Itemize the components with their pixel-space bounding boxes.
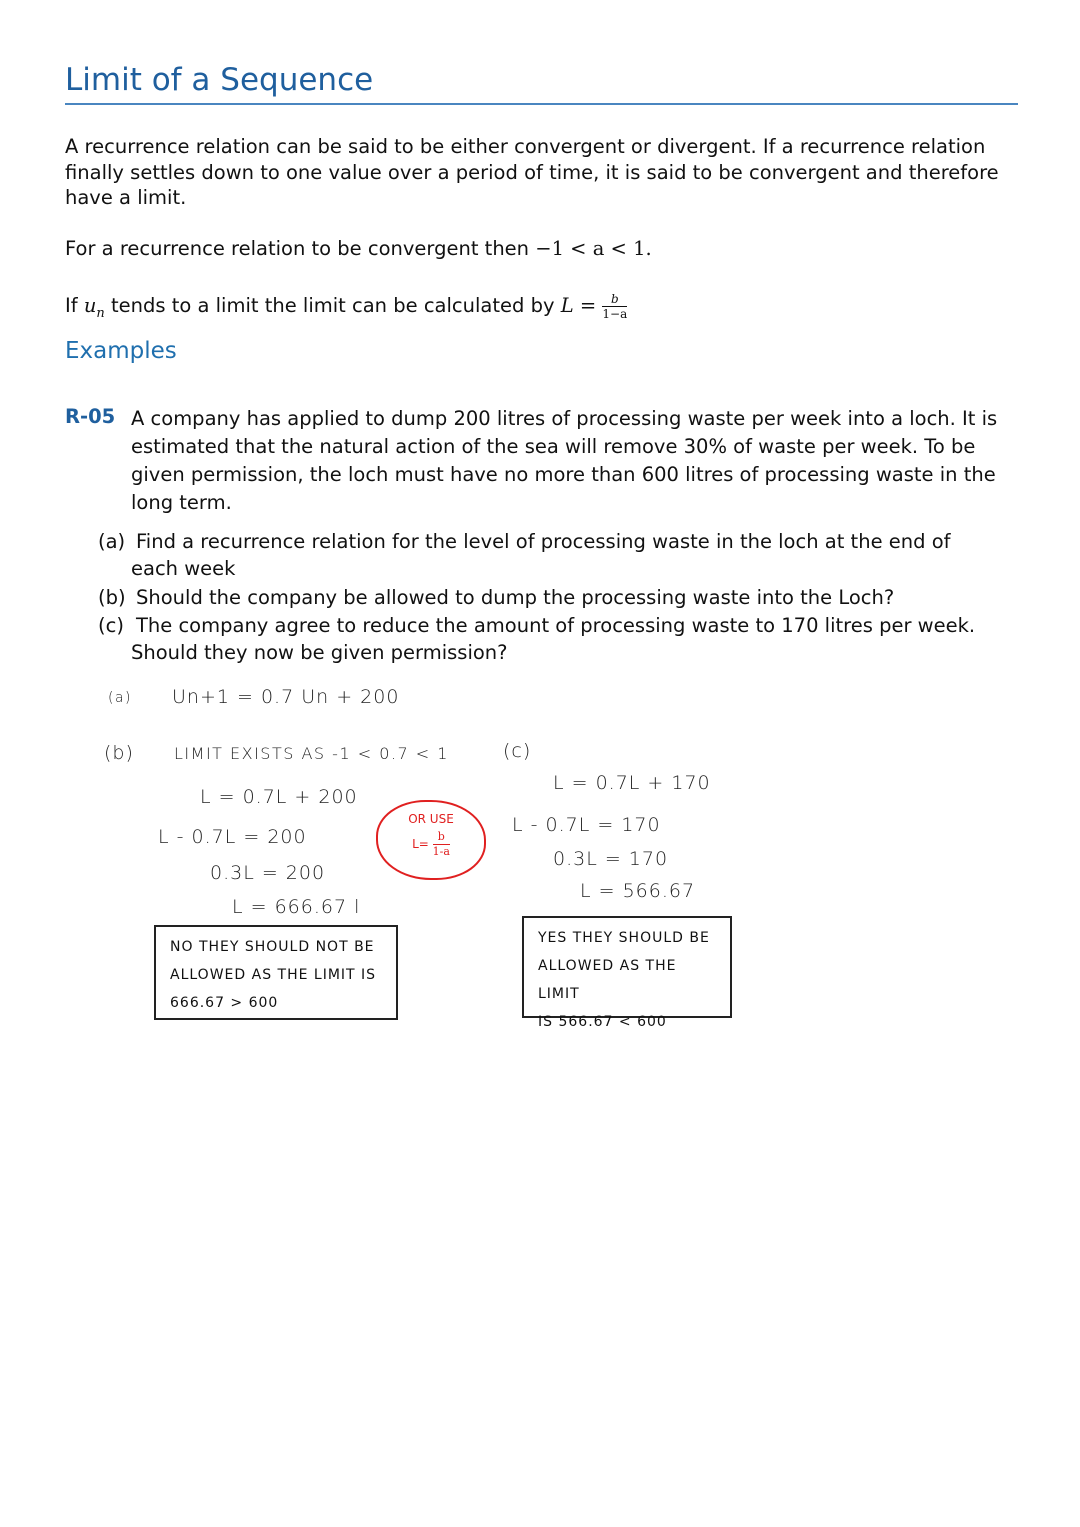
- hw-c-answer-box: [522, 916, 732, 1030]
- hw-b-step3: 0.3L = 200: [210, 862, 326, 884]
- limit-un: u: [83, 294, 97, 317]
- answer-line: ALLOWED AS THE LIMIT IS: [170, 967, 377, 983]
- part-c: [98, 612, 998, 666]
- part-text: The company agree to reduce the amount of processing waste to 170 litres per week.: [136, 614, 976, 637]
- hw-b-exists: LIMIT EXISTS AS -1 < 0.7 < 1: [174, 744, 449, 763]
- part-a: [98, 528, 998, 582]
- cloud-num: b: [433, 830, 450, 845]
- page-title: Limit of a Sequence: [65, 62, 374, 98]
- part-text-cont: each week: [131, 557, 236, 580]
- convergence-condition: [65, 236, 1025, 262]
- hw-c-step2: L - 0.7L = 170: [512, 814, 661, 836]
- cloud-lhs: L=: [412, 837, 429, 851]
- limit-lhs: L =: [560, 294, 597, 317]
- cloud-fraction: [433, 830, 450, 859]
- answer-line: IS 566.67 < 600: [538, 1014, 667, 1030]
- part-text: Find a recurrence relation for the level of processing waste in the loch at the end of: [136, 530, 951, 553]
- hw-b-label: (b): [104, 742, 134, 764]
- limit-fraction: [602, 292, 627, 321]
- answer-line: YES THEY SHOULD BE: [538, 930, 710, 946]
- hw-b-answer-box: [154, 925, 398, 1020]
- convergence-text: For a recurrence relation to be convergent then: [65, 237, 530, 260]
- part-text-cont: Should they now be given permission?: [131, 641, 508, 664]
- hw-c-step3: 0.3L = 170: [553, 848, 669, 870]
- convergence-math: −1 < a < 1.: [535, 237, 652, 260]
- hw-b-step4: L = 666.67 l: [232, 896, 361, 918]
- hw-c-step1: L = 0.7L + 170: [553, 772, 711, 794]
- limit-pre: If: [65, 294, 78, 317]
- intro-paragraph: A recurrence relation can be said to be either convergent or divergent. If a recurrence relation finally settles down to one value over a period of time, it is said to be convergent and therefore have a limit.: [65, 135, 999, 209]
- fraction-den: 1−a: [602, 307, 628, 321]
- answer-line: ALLOWED AS THE LIMIT: [538, 958, 677, 1002]
- question-text: A company has applied to dump 200 litres of processing waste per week into a loch. It is estimated that the natural action of the sea will remove 30% of waste per week. To be given permission, the loch must have no more than 600 litres of processing waste in the long term.: [131, 407, 998, 514]
- hw-c-step4: L = 566.67: [580, 880, 696, 902]
- part-label: (b): [98, 586, 126, 609]
- cloud-text: OR USE: [408, 812, 454, 826]
- hw-b-step2: L - 0.7L = 200: [158, 826, 307, 848]
- title-underline: [65, 103, 1018, 105]
- limit-formula-line: [65, 292, 1025, 326]
- examples-heading: Examples: [65, 338, 177, 364]
- hw-a-label: (a): [108, 690, 133, 706]
- hw-b-step1: L = 0.7L + 200: [200, 786, 358, 808]
- answer-line: NO THEY SHOULD NOT BE: [170, 939, 375, 955]
- answer-line: 666.67 > 600: [170, 995, 279, 1011]
- limit-sub: n: [96, 305, 105, 321]
- part-b: [98, 584, 998, 611]
- part-text: Should the company be allowed to dump the processing waste into the Loch?: [136, 586, 895, 609]
- limit-mid: tends to a limit the limit can be calculated by: [110, 294, 555, 317]
- fraction-num: b: [602, 292, 627, 307]
- question-number: R-05: [65, 405, 116, 428]
- part-label: (a): [98, 530, 126, 553]
- hw-a-equation: Un+1 = 0.7 Un + 200: [172, 686, 400, 708]
- hw-or-use-cloud: [376, 800, 486, 880]
- part-label: (c): [98, 614, 124, 637]
- cloud-den: 1-a: [432, 845, 450, 858]
- hw-c-label: (c): [503, 740, 532, 762]
